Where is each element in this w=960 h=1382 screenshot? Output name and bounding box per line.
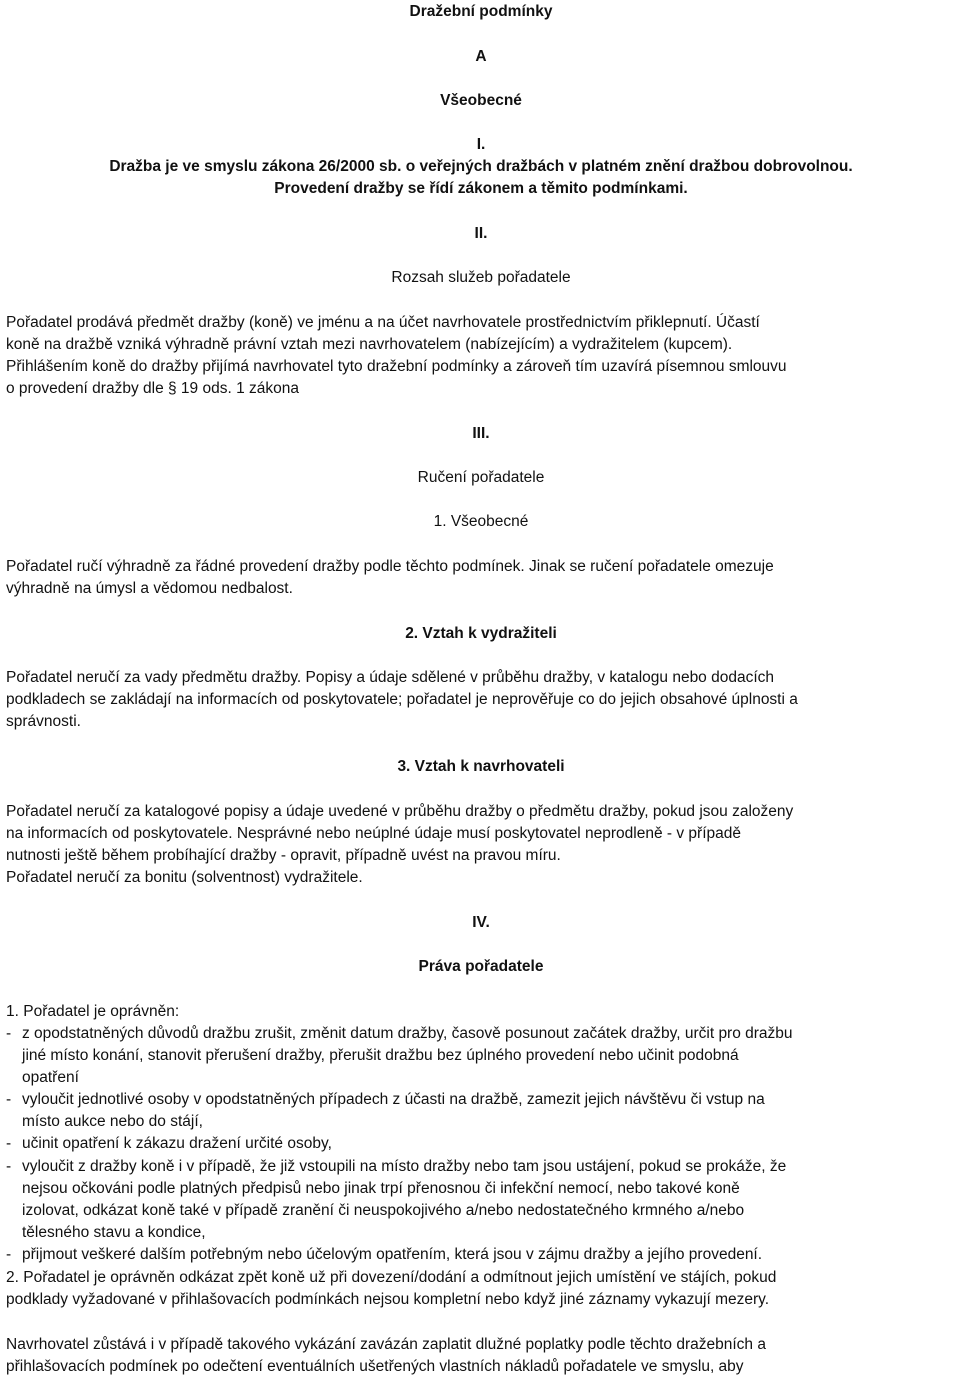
section-3-sub1-title: 1. Všeobecné (433, 513, 529, 530)
section-3-sub3-line: Pořadatel neručí za katalogové popisy a údaje uvedené v průběhu dražby o předmětu dražby, pokud jsou založeny (6, 803, 794, 820)
section-2-line: Pořadatel prodává předmět dražby (koně) ve jménu a na účet navrhovatele prostřednictvím přiklepnutí. Účastí (6, 314, 760, 331)
list-item-line: opatření (22, 1069, 79, 1086)
part-letter: A (475, 48, 487, 65)
section-3-sub3-line: na informacích od poskytovatele. Nesprávné nebo neúplné údaje musí poskytovatel neprodleně - v případě (6, 825, 741, 842)
section-3-sub3-title: 3. Vztah k navrhovateli (397, 758, 565, 775)
section-3-sub3-line: Pořadatel neručí za bonitu (solventnost) vydražitele. (6, 869, 363, 886)
section-4-paragraph-2: 2. Pořadatel je oprávněn odkázat zpět koně už při dovezení/dodání a odmítnout jejich umístění ve stájích, pokud (6, 1269, 777, 1286)
section-1-line: Dražba je ve smyslu zákona 26/2000 sb. o veřejných dražbách v platném znění dražbou dobrovolnou. (109, 158, 853, 175)
section-2-title: Rozsah služeb pořadatele (391, 269, 571, 286)
section-4-number: IV. (472, 914, 490, 931)
section-3-number: III. (472, 425, 490, 442)
list-item-line: učinit opatření k zákazu dražení určité osoby, (22, 1135, 332, 1152)
section-3-sub2-title: 2. Vztah k vydražiteli (405, 625, 557, 642)
list-item-line: nejsou očkováni podle platných předpisů nebo jinak trpí přenosnou či infekční nemocí, nebo takové koně (22, 1180, 740, 1197)
list-dash: - (6, 1135, 12, 1152)
section-2-line: Přihlášením koně do dražby přijímá navrhovatel tyto dražební podmínky a zároveň tím uzavírá písemnou smlouvu (6, 358, 787, 375)
list-item-line: z opodstatněných důvodů dražbu zrušit, změnit datum dražby, časově posunout začátek dražby, určit pro dražbu (22, 1025, 793, 1042)
section-3-title: Ručení pořadatele (417, 469, 545, 486)
section-3-sub2-line: správnosti. (6, 713, 81, 730)
section-3-sub1-line: Pořadatel ručí výhradně za řádné provedení dražby podle těchto podmínek. Jinak se ručení pořadatele omezuje (6, 558, 774, 575)
section-3-sub2-line: Pořadatel neručí za vady předmětu dražby. Popisy a údaje sdělené v průběhu dražby, v katalogu nebo dodacích (6, 669, 775, 686)
list-item-line: jiné místo konání, stanovit přerušení dražby, přerušit dražbu bez úplného provedení nebo učinit podobná (22, 1047, 739, 1064)
list-item-line: vyloučit z dražby koně i v případě, že již vstoupili na místo dražby nebo tam jsou ustájení, pokud se prokáže, že (22, 1158, 787, 1175)
section-1-number: I. (476, 136, 486, 153)
section-2-line: koně na dražbě vzniká výhradně právní vztah mezi navrhovatelem (nabízejícím) a vydražitelem (kupcem). (6, 336, 733, 353)
list-item-line: vyloučit jednotlivé osoby v opodstatněných případech z účasti na dražbě, zamezit jejich návštěvu či vstup na (22, 1091, 765, 1108)
list-dash: - (6, 1091, 12, 1108)
section-3-sub3-line: nutnosti ještě během probíhající dražby - opravit, případně uvést na pravou míru. (6, 847, 561, 864)
section-4-title: Práva pořadatele (418, 958, 544, 975)
document-title: Dražební podmínky (409, 3, 553, 20)
list-dash: - (6, 1246, 12, 1263)
section-4-paragraph-3: Navrhovatel zůstává i v případě takového vykázání zavázán zaplatit dlužné poplatky podle těchto dražebních a (6, 1336, 766, 1353)
section-3-sub1-line: výhradně na úmysl a vědomou nedbalost. (6, 580, 293, 597)
section-3-sub2-line: podkladech se zakládají na informacích od poskytovatele; pořadatel je neprověřuje co do jejich obsahové úplnosti a (6, 691, 798, 708)
section-2-line: o provedení dražby dle § 19 ods. 1 zákona (6, 380, 299, 397)
list-item-line: místo aukce nebo do stájí, (22, 1113, 203, 1130)
section-1-line: Provedení dražby se řídí zákonem a těmito podmínkami. (274, 180, 688, 197)
section-4-paragraph-1: 1. Pořadatel je oprávněn: (6, 1003, 180, 1020)
section-4-paragraph-2: podklady vyžadované v přihlašovacích podmínkách nejsou kompletní nebo když jiné záznamy vykazují mezery. (6, 1291, 770, 1308)
list-item-line: přijmout veškeré dalším potřebným nebo účelovým opatřením, která jsou v zájmu dražby a jejího provedení. (22, 1246, 763, 1263)
list-item-line: tělesného stavu a kondice, (22, 1224, 206, 1241)
part-title: Všeobecné (440, 92, 522, 109)
section-4-paragraph-3: přihlašovacích podmínek po odečtení eventuálních ušetřených vlastních nákladů pořadatele ve smyslu, aby (6, 1358, 744, 1375)
list-dash: - (6, 1025, 12, 1042)
section-2-number: II. (474, 225, 488, 242)
list-item-line: izolovat, odkázat koně také v případě zranění či neuspokojivého a/nebo nedostatečného krmného a/nebo (22, 1202, 745, 1219)
list-dash: - (6, 1158, 12, 1175)
